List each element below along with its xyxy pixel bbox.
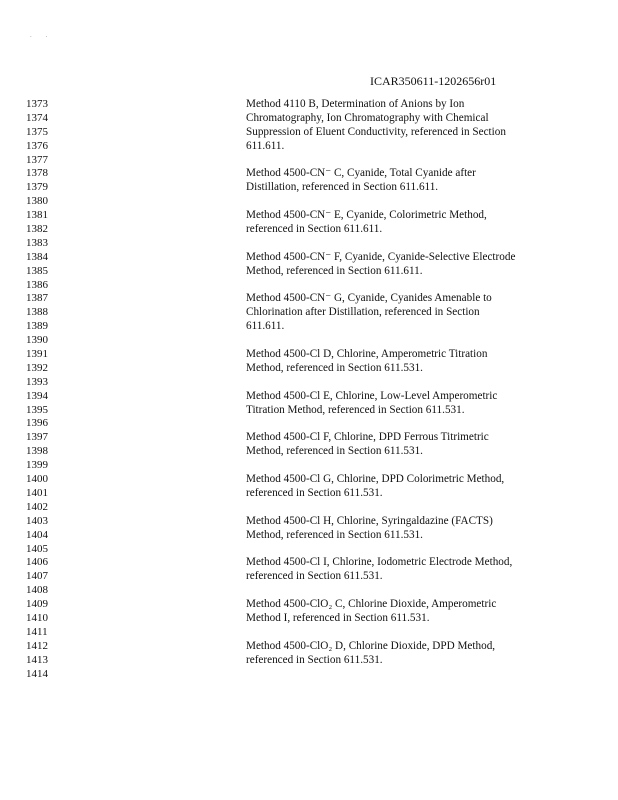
line-number: 1377 <box>26 153 48 166</box>
line-number: 1410 <box>26 611 48 624</box>
line-number: 1373 <box>26 98 48 110</box>
text-line: Method 4500-ClO₂ C, Chlorine Dioxide, Amperometric <box>246 598 497 611</box>
line-number: 1395 <box>26 403 48 416</box>
line-number: 1398 <box>26 445 48 458</box>
text-line: Method 4500-CN⁻ C, Cyanide, Total Cyanide after <box>246 167 476 180</box>
text-line: referenced in Section 611.531. <box>246 486 383 499</box>
text-line: Method 4500-CN⁻ G, Cyanide, Cyanides Amenable to <box>246 292 492 305</box>
line-number: 1396 <box>26 417 48 430</box>
blank-line <box>246 626 546 640</box>
document-body <box>246 98 546 681</box>
text-line: Method 4500-Cl D, Chlorine, Amperometric Titration <box>246 348 488 361</box>
text-line: Method, referenced in Section 611.531. <box>246 361 423 374</box>
line-number: 1381 <box>26 209 48 222</box>
line-number: 1375 <box>26 125 48 138</box>
text-line: Method 4500-Cl I, Chlorine, Iodometric Electrode Method, <box>246 556 513 569</box>
text-line: Method 4500-CN⁻ E, Cyanide, Colorimetric Method, <box>246 209 487 222</box>
blank-line <box>246 668 546 682</box>
line-number: 1382 <box>26 223 48 236</box>
line-number: 1393 <box>26 375 48 388</box>
corner-mark: . . <box>30 31 54 39</box>
blank-line <box>246 501 546 515</box>
line-number: 1390 <box>26 334 48 347</box>
line-number: 1380 <box>26 195 48 208</box>
text-line: Method, referenced in Section 611.531. <box>246 528 423 541</box>
line-number: 1379 <box>26 181 48 194</box>
line-number: 1405 <box>26 542 48 555</box>
blank-line <box>246 584 546 598</box>
line-number-gutter <box>26 98 66 681</box>
line-number: 1400 <box>26 473 48 486</box>
line-number: 1407 <box>26 570 48 583</box>
text-line: Method 4500-ClO₂ D, Chlorine Dioxide, DPD Method, <box>246 639 496 652</box>
text-line: Method 4500-Cl G, Chlorine, DPD Colorimetric Method, <box>246 473 505 486</box>
line-number: 1385 <box>26 264 48 277</box>
document-id: ICAR350611-1202656r01 <box>370 74 497 88</box>
line-number: 1376 <box>26 139 48 152</box>
line-number: 1384 <box>26 250 48 263</box>
line-number: 1378 <box>26 167 48 180</box>
blank-line <box>246 417 546 431</box>
text-line: Method I, referenced in Section 611.531. <box>246 611 430 624</box>
line-number: 1414 <box>26 667 48 680</box>
line-number: 1391 <box>26 348 48 361</box>
text-line: referenced in Section 611.531. <box>246 653 383 666</box>
line-number: 1383 <box>26 236 48 249</box>
text-line: Chlorination after Distillation, referenced in Section <box>246 306 480 319</box>
blank-line <box>246 543 546 557</box>
text-line: referenced in Section 611.611. <box>246 223 383 236</box>
line-number: 1413 <box>26 653 48 666</box>
text-line: Method 4500-CN⁻ F, Cyanide, Cyanide-Selective Electrode <box>246 250 516 263</box>
line-number: 1386 <box>26 278 48 291</box>
line-number: 1401 <box>26 486 48 499</box>
blank-line <box>246 154 546 168</box>
text-line: Titration Method, referenced in Section 611.531. <box>246 403 465 416</box>
text-line: referenced in Section 611.531. <box>246 570 383 583</box>
line-number: 1389 <box>26 320 48 333</box>
line-number: 1392 <box>26 361 48 374</box>
text-line: 611.611. <box>246 320 285 333</box>
text-line: Method 4500-Cl H, Chlorine, Syringaldazine (FACTS) <box>246 514 493 527</box>
text-line: Method 4500-Cl F, Chlorine, DPD Ferrous Titrimetric <box>246 431 489 444</box>
text-line: Distillation, referenced in Section 611.611. <box>246 181 439 194</box>
text-line: Chromatography, Ion Chromatography with Chemical <box>246 111 489 124</box>
line-number: 1403 <box>26 514 48 527</box>
blank-line <box>246 459 546 473</box>
line-number: 1387 <box>26 292 48 305</box>
text-line: Method 4500-Cl E, Chlorine, Low-Level Amperometric <box>246 389 498 402</box>
line-number: 1406 <box>26 556 48 569</box>
blank-line <box>246 237 546 251</box>
line-number: 1394 <box>26 389 48 402</box>
text-line: Method, referenced in Section 611.611. <box>246 264 423 277</box>
line-number: 1374 <box>26 111 48 124</box>
line-number: 1404 <box>26 528 48 541</box>
text-line: Method, referenced in Section 611.531. <box>246 445 423 458</box>
line-number: 1408 <box>26 584 48 597</box>
blank-line <box>246 376 546 390</box>
line-number: 1409 <box>26 598 48 611</box>
line-number: 1388 <box>26 306 48 319</box>
text-line: Method 4110 B, Determination of Anions by Ion <box>246 98 465 110</box>
line-number: 1399 <box>26 459 48 472</box>
text-line: 611.611. <box>246 139 285 152</box>
line-number: 1397 <box>26 431 48 444</box>
blank-line <box>246 195 546 209</box>
blank-line <box>246 334 546 348</box>
line-number: 1411 <box>26 625 48 638</box>
blank-line <box>246 279 546 293</box>
line-number: 1412 <box>26 639 48 652</box>
line-number: 1402 <box>26 500 48 513</box>
text-line: Suppression of Eluent Conductivity, referenced in Section <box>246 125 506 138</box>
